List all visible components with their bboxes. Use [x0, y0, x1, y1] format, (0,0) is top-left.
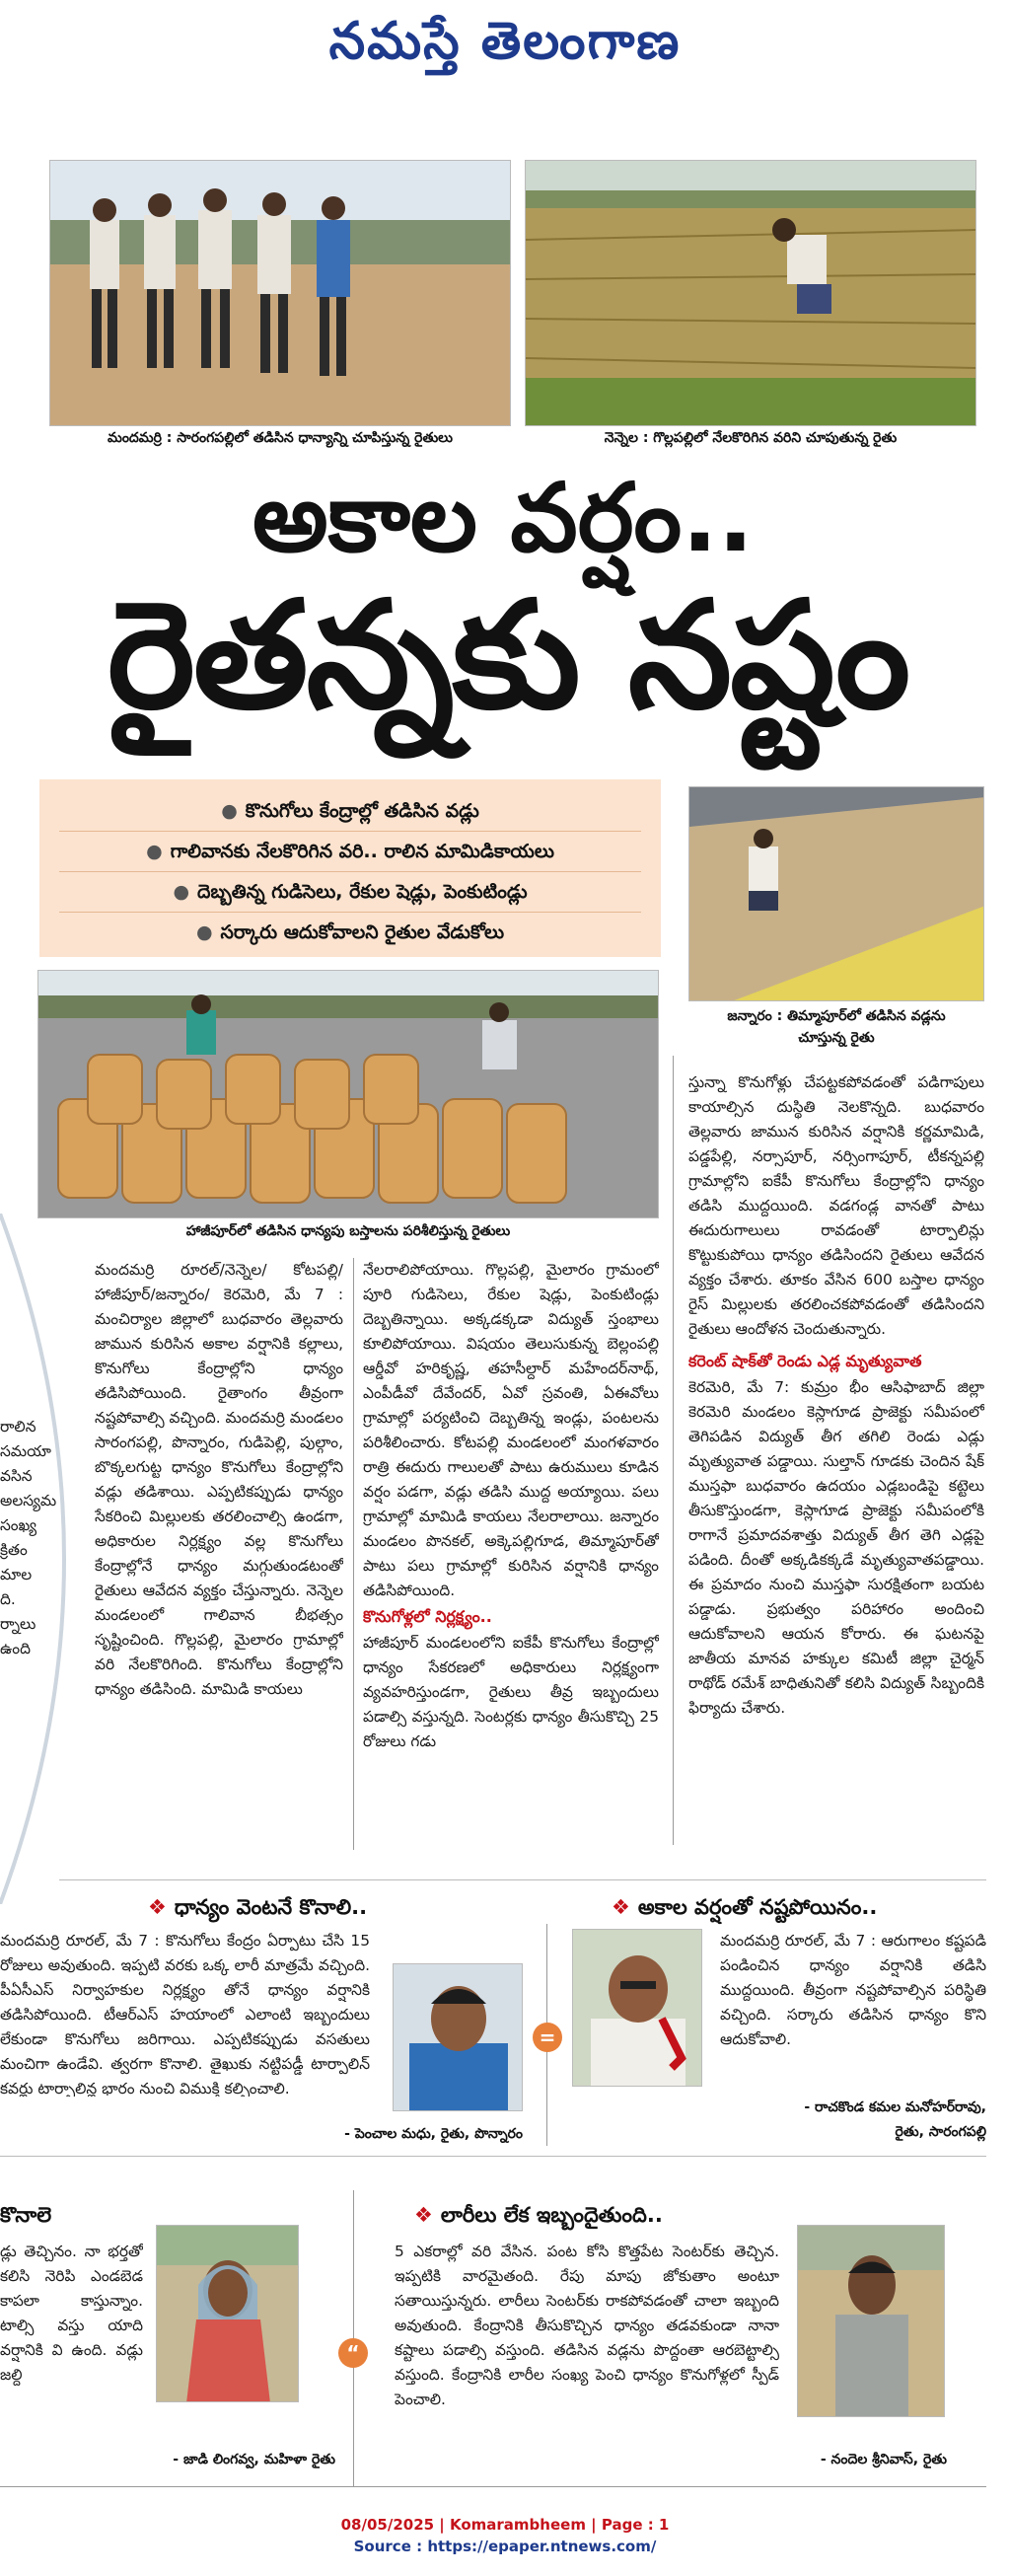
section-divider [0, 2156, 986, 2157]
left-edge-text: రాలిన సమయా వసిన అలస్యమ సంఖ్య క్రితం మాల ది. ర్నాలు ఉంది [0, 1418, 57, 1657]
portrait-image [798, 2226, 945, 2417]
box4-text: 5 ఎకరాల్లో వరి వేసిన. పంట కోసి కొత్తపేట సెంటర్‌కు తెచ్చిన. ఇప్పటికి వారమైతంది. రేపు మాపు జోకుతాం అంటూ సతాయిస్తున్నరు. లారీలు సెంటర్‌కు రాకపోవడంతో చాలా ఇబ్బంది అవుతుంది. కేంద్రానికి తీసుకొచ్చిన ధాన్యం తడవకుండా నానా కష్టాలు పడాల్సి వస్తుంది. తడిసిన వడ్లను పొద్దంతా ఆరబెట్టాల్సి వస్తుంది. కేంద్రానికి లారీల సంఖ్య పెంచి ధాన్యం కొనుగోళ్లలో స్పీడ్‌ పెంచాలి. [395, 2243, 779, 2408]
photo-rachakonda [572, 1929, 702, 2087]
caption-top-left: మందమర్రి : సారంగపల్లిలో తడిసిన ధాన్యాన్ని చూపిస్తున్న రైతులు [108, 430, 453, 446]
box3-text: డ్లు తెచ్చినం. నా భర్తతో కలిసి నెరిపి ఎండబెడ కాపలా కాస్తున్నాం. టాల్సి వస్తు యాది వర్షానికి వి ఉంది. వడ్లు జల్ది [0, 2243, 143, 2384]
portrait-image [573, 1930, 702, 2087]
headline-line2: రైతన్నకు నష్టం [107, 570, 909, 742]
portrait-image [394, 1964, 523, 2111]
highlight-item: ● కొనుగోలు కేంద్రాల్లో తడిసిన వడ్లు [59, 791, 641, 832]
diamond-icon: ❖ [148, 1895, 167, 1919]
box3-heading: కొనాలె [0, 2203, 52, 2227]
article-column-2: నేలరాలిపోయాయి. గొల్లపల్లి, మైలారం గ్రామంలో పూరి గుడిసెలు, రేకుల షెడ్లు, పెంకుటిండ్లు దెబ్బతిన్నాయి. అక్కడక్కడా విద్యుత్‌ స్తంభాలు కూలిపోయాయి. విషయం తెలుసుకున్న బెల్లంపల్లి ఆర్డీవో హరికృష్ణ, తహసీల్దార్‌ మహేందర్‌నాథ్‌, ఎంపీడీవో దేవేందర్‌, ఏవో స్రవంతి, ఏఈవోలు గ్రామాల్లో పర్యటించి దెబ్బతిన్న ఇండ్లు, పంటలను పరిశీలించారు. కోటపల్లి మండలంలో మంగళవారం రాత్రి ఈదురు గాలులతో పాటు ఉరుములు కూడిన వర్షం పడగా, వడ్లు తడిసి ముద్ద అయ్యాయి. పలు గ్రామాల్లో మామిడి కాయలు నేలరాలాయి. జన్నారం మండలం పొనకల్‌, అక్కెపల్లిగూడ, తిమ్మాపూర్‌తో పాటు పలు గ్రామాల్లో కురిసిన వర్షానికి ధాన్యం తడిసిపోయింది. కొనుగోళ్లలో నిర్లక్ష్యం.. హాజీపూర్‌ మండలంలోని ఐకేపీ కొనుగోలు కేంద్రాల్లో ధాన్యం సేకరణలో అధికారులు నిర్లక్ష్యంగా వ్యవహరిస్తుండగా, రైతులు తీవ్ర ఇబ్బందులు పడాల్సి వస్తున్నది. సెంటర్లకు ధాన్యం తీసుకొచ్చి 25 రోజులు గడు [363, 1261, 659, 1750]
caption-right-1: జన్నారం : తిమ్మాపూర్‌లో తడిసిన వడ్లను [727, 1008, 946, 1024]
photo-farmers-saranagapalli [49, 160, 511, 426]
caption-right-2: చూస్తున్న రైతు [798, 1030, 875, 1046]
photo-jadi-lingavva [156, 2225, 299, 2402]
footer [0, 2514, 1010, 2557]
box2-heading: ❖ అకాల వర్షంతో నష్టపోయినం.. [612, 1895, 878, 1919]
bullet-icon: ● [146, 841, 163, 862]
field-photo-image [526, 161, 976, 426]
photo-farmer-timmapur [688, 786, 984, 1001]
photo-nandela-srinivas [797, 2225, 945, 2417]
bags-photo-image [38, 971, 659, 1218]
bullet-icon: ● [195, 921, 213, 943]
newspaper-title: నమస్తే తెలంగాణ [328, 11, 682, 71]
box2-attribution-1: - రాచకొండ కమల మనోహర్‌రావు, [804, 2099, 986, 2115]
column-divider [353, 1258, 354, 1850]
decorative-arc [0, 1214, 99, 1904]
article-column-1: మందమర్రి రూరల్‌/నెన్నెల/ కోటపల్లి/హాజీపూర్‌/జన్నారం/ కెరమెరి, మే 7 : మంచిర్యాల జిల్లాలో బుధవారం తెల్లవారు జామున కురిసిన అకాల వర్షానికి కల్లాలు, కొనుగోలు కేంద్రాల్లోని ధాన్యం తడిసిపోయింది. రైతాంగం తీవ్రంగా నష్టపోవాల్సి వచ్చింది. మందమర్రి మండలం సారంగపల్లి, పొన్నారం, గుడిపెల్లి, పుల్గాం, బొక్కలగుట్ట ధాన్యం కొనుగోలు కేంద్రాల్లోని వడ్లు తడిశాయి. ఎప్పటికప్పుడు ధాన్యం సేకరించి మిల్లులకు తరలించాల్సి ఉండగా, అధికారుల నిర్లక్ష్యం వల్ల కొనుగోలు కేంద్రాల్లోనే ధాన్యం మగ్గుతుండటంతో రైతులు ఆవేదన వ్యక్తం చేస్తున్నారు. నెన్నెల మండలంలో గాలివాన బీభత్సం సృష్టించింది. గొల్లపల్లి, మైలారం గ్రామాల్లో వరి నేలకొరిగింది. కొనుగోలు కేంద్రాల్లోని ధాన్యం తడిసింది. మామిడి కాయలు [95, 1261, 343, 1698]
highlight-item: ● సర్కారు ఆదుకోవాలని రైతుల వేడుకోలు [195, 921, 505, 943]
box4-attribution: - నందెల శ్రీనివాస్‌, రైతు [820, 2452, 947, 2467]
highlights-box [39, 779, 661, 957]
portrait-image [157, 2226, 299, 2402]
quote-icon: “ [338, 2338, 368, 2368]
caption-top-right: నెన్నెల : గొల్లపల్లిలో నేలకొరిగిన వరిని చూపుతున్న రైతు [604, 430, 898, 446]
box3-attribution: - జాడి లింగవ్వ, మహిళా రైతు [173, 2452, 335, 2467]
photo-hajipur-bags [37, 970, 659, 1218]
diamond-icon: ❖ [612, 1895, 630, 1919]
masthead [0, 0, 1010, 89]
bottom-rule [0, 2486, 986, 2487]
diamond-icon: ❖ [414, 2203, 433, 2227]
highlight-item: ● దెబ్బతిన్న గుడిసెలు, రేకుల షెడ్లు, పెంకుటిండ్లు [59, 872, 641, 913]
caption-middle: హాజీపూర్‌లో తడిసిన ధాన్యపు బస్తాలను పరిశీలిస్తున్న రైతులు [185, 1223, 511, 1239]
box1-heading: ❖ ధాన్యం వెంటనే కొనాలి.. [148, 1895, 368, 1919]
farmers-photo-image [50, 161, 511, 426]
box4-heading: ❖ లారీలు లేక ఇబ్బందైతుంది.. [414, 2203, 663, 2227]
footer-date-edition: 08/05/2025 | Komarambheem | Page : 1 [340, 2516, 670, 2534]
article-column-3: స్తున్నా కొనుగోళ్లు చేపట్టకపోవడంతో పడిగాపులు కాయాల్సిన దుస్థితి నెలకొన్నది. బుధవారం తెల్లవారు జామున కురిసిన వర్షానికి కర్ణమామిడి, పడ్డపేల్లి, నర్సాపూర్‌, నర్సింగాపూర్‌, టీకన్నపల్లి గ్రామాల్లోని ఐకేపీ కొనుగోలు కేంద్రాల్లోని ధాన్యం తడిసి ముద్దయింది. వడగండ్ల వానతో పాటు ఈదురుగాలులు రావడంతో టార్పాలిన్లు కొట్టుకుపోయి ధాన్యం తడిసిందని రైతులు ఆవేదన వ్యక్తం చేశారు. తూకం వేసిన 600 బస్తాల ధాన్యం రైస్‌ మిల్లులకు తరలించకపోవడంతో తడిసిందని రైతులు ఆందోళన చెందుతున్నారు. కరెంట్‌ షాక్‌తో రెండు ఎడ్ల మృత్యువాత కెరమెరి, మే 7: కుమ్రం భీం ఆసిఫాబాద్‌ జిల్లా కెరమెరి మండలం కెస్లాగూడ ప్రాజెక్టు సమీపంలో తెగిపడిన విద్యుత్‌ తీగ తగిలి రెండు ఎడ్లు మృత్యువాత పడ్డాయి. సుల్తాన్‌ గూడకు చెందిన షేక్‌ ముస్తఫా బుధవారం ఉదయం ఎడ్లబండిపై కట్టెలు తీసుకొస్తుండగా, కెస్లాగూడ ప్రాజెక్టు సమీపంలోకి రాగానే ప్రమాదవశాత్తు విద్యుత్‌ తీగ తెగి ఎడ్లపై పడింది. దీంతో అక్కడికక్కడే మృత్యువాతపడ్డాయి. ఈ ప్రమాదం నుంచి ముస్తఫా సురక్షితంగా బయట పడ్డాడు. ప్రభుత్వం పరిహారం అందించి ఆదుకోవాలని ఆయన కోరారు. ఈ ఘటనపై జాతీయ మానవ హక్కుల కమిటీ జిల్లా చైర్మన్‌ రాథోడ్‌ రమేశ్‌ బాధితునితో కలిసి విద్యుత్‌ సిబ్బందికి ఫిర్యాదు చేశారు. [688, 1073, 984, 1717]
tarp-photo-image [689, 787, 984, 1001]
bullet-icon: ● [221, 800, 238, 822]
highlight-item: ● గాలివానకు నేలకొరిగిన వరి.. రాలిన మామిడికాయలు [59, 832, 641, 872]
subhead-current-shock: కరెంట్‌ షాక్‌తో రెండు ఎడ్ల మృత్యువాత [688, 1352, 922, 1370]
subhead-purchase-negligence: కొనుగోళ్లలో నిర్లక్ష్యం.. [363, 1607, 492, 1626]
photo-pencha-madhu [393, 1963, 523, 2111]
box1-attribution: - పెంచాల మధు, రైతు, పొన్నారం [344, 2126, 523, 2142]
section-divider [59, 1879, 986, 1880]
quote-icon: = [533, 2023, 562, 2052]
box2-attribution-2: రైతు, సారంగపల్లి [895, 2124, 986, 2140]
photo-farmer-gollapalli [525, 160, 976, 426]
box1-text: మందమర్రి రూరల్‌, మే 7 : కొనుగోలు కేంద్రం ఏర్పాటు చేసి 15 రోజులు అవుతుంది. ఇప్పటి వరకు ఒక్క లారీ మాత్రమే వచ్చింది. పీఏసీఎస్‌ నిర్వాహకుల నిర్లక్ష్యం తోనే ధాన్యం వర్షానికి తడిసిపోయింది. టీఆర్‌ఎస్‌ హయాంలో ఎలాంటి ఇబ్బందులు లేకుండా కొనుగోలు జరిగాయి. ఎప్పటికప్పుడు వసతులు మంచిగా ఉండేవి. త్వరగా కొనాలి. తైఖుకు నట్టిపడ్డీ టార్పాలిన్‌ కవర్లు టార్పాలిన్ల భారం నుంచి విముక్తి కల్పించాలి. [0, 1932, 370, 2097]
box2-text: మందమర్రి రూరల్‌, మే 7 : ఆరుగాలం కష్టపడి పండించిన ధాన్యం వర్షానికి తడిసి ముద్దయింది. తీవ్రంగా నష్టపోవాల్సిన పరిస్థితి వచ్చింది. సర్కారు తడిసిన ధాన్యం కొని ఆదుకోవాలి. [720, 1932, 986, 2048]
column-divider [673, 1056, 674, 1845]
bullet-icon: ● [173, 881, 190, 903]
footer-source-link[interactable]: Source : https://epaper.ntnews.com/ [353, 2538, 657, 2555]
headline-line1: అకాల వర్షం.. [252, 463, 755, 573]
